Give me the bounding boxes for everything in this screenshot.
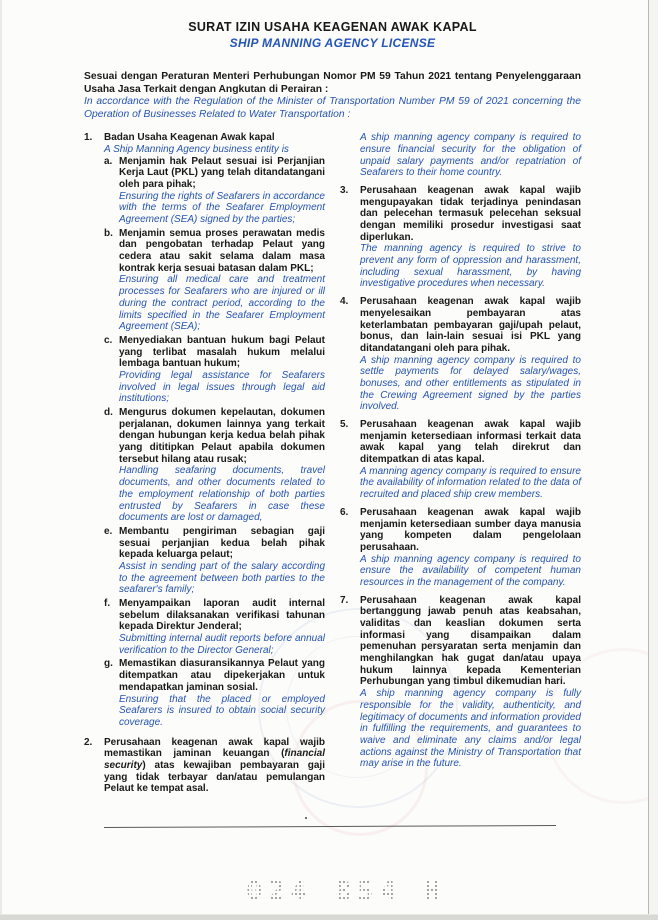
item-number: 4. xyxy=(340,296,349,308)
clause-id: Memastikan diasuransikannya Pelaut yang ditempatkan atau dipekerjakan untuk mendapatkan jaminan sosial. xyxy=(119,658,325,693)
item-number: 3. xyxy=(340,184,349,196)
clause-id: Menyediakan bantuan hukum bagi Pelaut yang terlibat masalah hukum melalui lembaga bantuan hukum; xyxy=(119,334,325,370)
clause-id: Menjamin hak Pelaut sesuai isi Perjanjian Kerja Laut (PKL) yang telah ditandatangani oleh para pihak; xyxy=(119,155,325,190)
list-subitem-d xyxy=(104,407,325,524)
two-column-body xyxy=(84,132,581,801)
preamble-english: In accordance with the Regulation of the Minister of Transportation Number PM 59 of 2021 concerning the Operation of Businesses Related to Water Transportation : xyxy=(84,96,581,120)
list-subitem-f xyxy=(104,598,325,656)
left-column xyxy=(84,132,325,801)
item-number: 6. xyxy=(340,506,349,518)
clause-id: Perusahaan keagenan awak kapal wajib menjamin ketersediaan sumber daya manusia yang kompeten dalam pengelolaan perusahaan. xyxy=(360,506,581,553)
clause-en: Providing legal assistance for Seafarers involved in legal issues through legal aid institutions; xyxy=(119,369,325,405)
item2-text-en: A ship manning agency company is required to ensure financial security for the obligation of unpaid salary payments and/or repatriation of Seafarers to their home country. xyxy=(360,132,581,179)
document-content xyxy=(84,20,581,801)
list-item-5 xyxy=(340,419,581,501)
clause-id: Menyampaikan laporan audit internal sebelum dilaksanakan verifikasi tahunan kepada Direktur Jenderal; xyxy=(119,598,325,633)
clause-id: Mengurus dokumen kepelautan, dokumen perjalanan, dokumen lainnya yang terkait dengan hubungan kerja kedua belah pihak yang dititipkan Pelaut apabila dokumen tersebut hilang atau rusak; xyxy=(119,407,325,465)
clause-en: A ship manning agency company is required to settle payments for delayed salary/wages, bonuses, and other entitlements as stipulated in the Crewing Agreement signed by the parties involved. xyxy=(360,354,581,413)
list-item-6 xyxy=(340,507,581,589)
list-subitem-b xyxy=(104,228,325,333)
document-header xyxy=(84,20,581,50)
subitem-letter: e. xyxy=(104,525,113,537)
list-item-1 xyxy=(84,132,325,730)
list-subitem-c xyxy=(104,335,325,405)
list-subitem-e xyxy=(104,526,325,596)
clause-id: Perusahaan keagenan awak kapal bertanggung jawab penuh atas keabsahan, validitas dan keaslian dokumen serta informasi yang disampaikan dalam pemenuhan persyaratan serta menjamin dan menghilangkan hak gugat dan/atau upaya hukum lainnya kepada Kementerian Perhubungan yang timbul dikemudian hari. xyxy=(360,594,581,688)
clause-en: Ensuring that the placed or employed Seafarers is insured to obtain social security coverage. xyxy=(119,693,325,728)
item1-heading-en: A Ship Manning Agency business entity is xyxy=(104,143,289,155)
dot-matrix-code: 024 854 H xyxy=(246,876,447,907)
subitem-letter: c. xyxy=(104,334,113,346)
clause-en: Assist in sending part of the salary according to the agreement between both parties to the seafarer's family; xyxy=(119,560,325,596)
item2-text-pre: Perusahaan keagenan awak kapal wajib memastikan jaminan keuangan ( xyxy=(104,736,325,760)
item2-text-id xyxy=(104,737,325,795)
item1-heading-id: Badan Usaha Keagenan Awak kapal xyxy=(104,132,275,144)
scan-speck xyxy=(305,817,307,819)
clause-en: Ensuring the rights of Seafarers in accordance with the terms of the Seafarer Employment Agreement (SEA) signed by the parties; xyxy=(119,190,325,225)
clause-en: Submitting internal audit reports before annual verification to the Director General; xyxy=(119,633,325,656)
list-item-3 xyxy=(340,185,581,290)
scan-edge-left xyxy=(0,0,2,920)
item-number: 7. xyxy=(340,594,349,606)
list-subitem-a xyxy=(104,156,325,226)
document-title-indonesian: SURAT IZIN USAHA KEAGENAN AWAK KAPAL xyxy=(188,20,477,34)
clause-en: Handling seafaring documents, travel documents, and other documents related to the employment relationship of both parties entrusted by Seafarers in case these documents are lost or damaged, xyxy=(119,465,325,524)
item2-text-post: ) atas kewajiban pembayaran gaji yang tidak terbayar dan/atau pemulangan Pelaut ke tempat asal. xyxy=(104,759,325,795)
clause-id: Perusahaan keagenan awak kapal wajib menyelesaikan pembayaran atas keterlambatan pembayaran gaji/upah pelaut, bonus, dan lain-lain sesuai isi PKL yang ditandatangani oleh para pihak. xyxy=(360,296,581,354)
preamble xyxy=(84,71,581,121)
clause-id: Membantu pengiriman sebagian gaji sesuai perjanjian kedua belah pihak kepada keluarga pelaut; xyxy=(119,525,325,561)
subitem-letter: d. xyxy=(104,407,113,418)
list-item-2 xyxy=(84,737,325,795)
clause-en: A ship manning agency company is required to ensure the availability of competent human resources in the management of the company. xyxy=(360,553,581,588)
preamble-indonesian: Sesuai dengan Peraturan Menteri Perhubungan Nomor PM 59 Tahun 2021 tentang Penyelenggaraan Usaha Jasa Terkait dengan Angkutan di Perairan : xyxy=(84,71,581,95)
clause-id: Perusahaan keagenan awak kapal wajib mengupayakan tidak terjadinya penindasan dan pelecehan termasuk pelecehan seksual dengan memiliki prosedur investigasi saat diperlukan. xyxy=(360,184,581,243)
subitem-letter: g. xyxy=(104,658,113,670)
clause-id: Perusahaan keagenan awak kapal wajib menjamin ketersediaan informasi terkait data awak kapal yang telah direkrut dan ditempatkan di atas kapal. xyxy=(360,419,581,466)
item2-text-italic: financial security xyxy=(104,748,325,771)
list-item-4 xyxy=(340,296,581,413)
clause-en: The manning agency is required to strive to prevent any form of oppression and harassment, including sexual harassment, by having investigative procedures when necessary. xyxy=(360,243,581,290)
clause-en: Ensuring all medical care and treatment processes for Seafarers who are injured or ill during the contract period, according to the limits specified in the Seafarer Employment Agreement (SEA); xyxy=(119,274,325,333)
document-title-english: SHIP MANNING AGENCY LICENSE xyxy=(229,36,436,50)
subitem-letter: f. xyxy=(104,598,111,609)
item-number: 1. xyxy=(84,132,93,144)
right-column xyxy=(340,132,581,801)
list-item-7 xyxy=(340,595,581,770)
clause-en: A ship manning agency company is fully responsible for the validity, authenticity, and legitimacy of documents and information provided in fulfilling the requirements, and guarantees to waive and eliminate any claims and/or legal actions against the Ministry of Transportation that may arise in the future. xyxy=(360,688,581,770)
clause-en: A manning agency company is required to ensure the availability of information related to the data of recruited and placed ship crew members. xyxy=(360,465,581,501)
scan-edge-right xyxy=(648,0,658,920)
subitem-letter: a. xyxy=(104,155,113,167)
item-number: 2. xyxy=(84,736,93,748)
item-number: 5. xyxy=(340,419,349,430)
list-subitem-g xyxy=(104,658,325,728)
subitem-letter: b. xyxy=(104,227,113,239)
scan-edge-bottom xyxy=(0,914,658,920)
clause-id: Menjamin semua proses perawatan medis dan pengobatan terhadap Pelaut yang cedera atau sakit selama dalam masa kontrak kerja sesuai batasan dalam PKL; xyxy=(119,227,325,274)
